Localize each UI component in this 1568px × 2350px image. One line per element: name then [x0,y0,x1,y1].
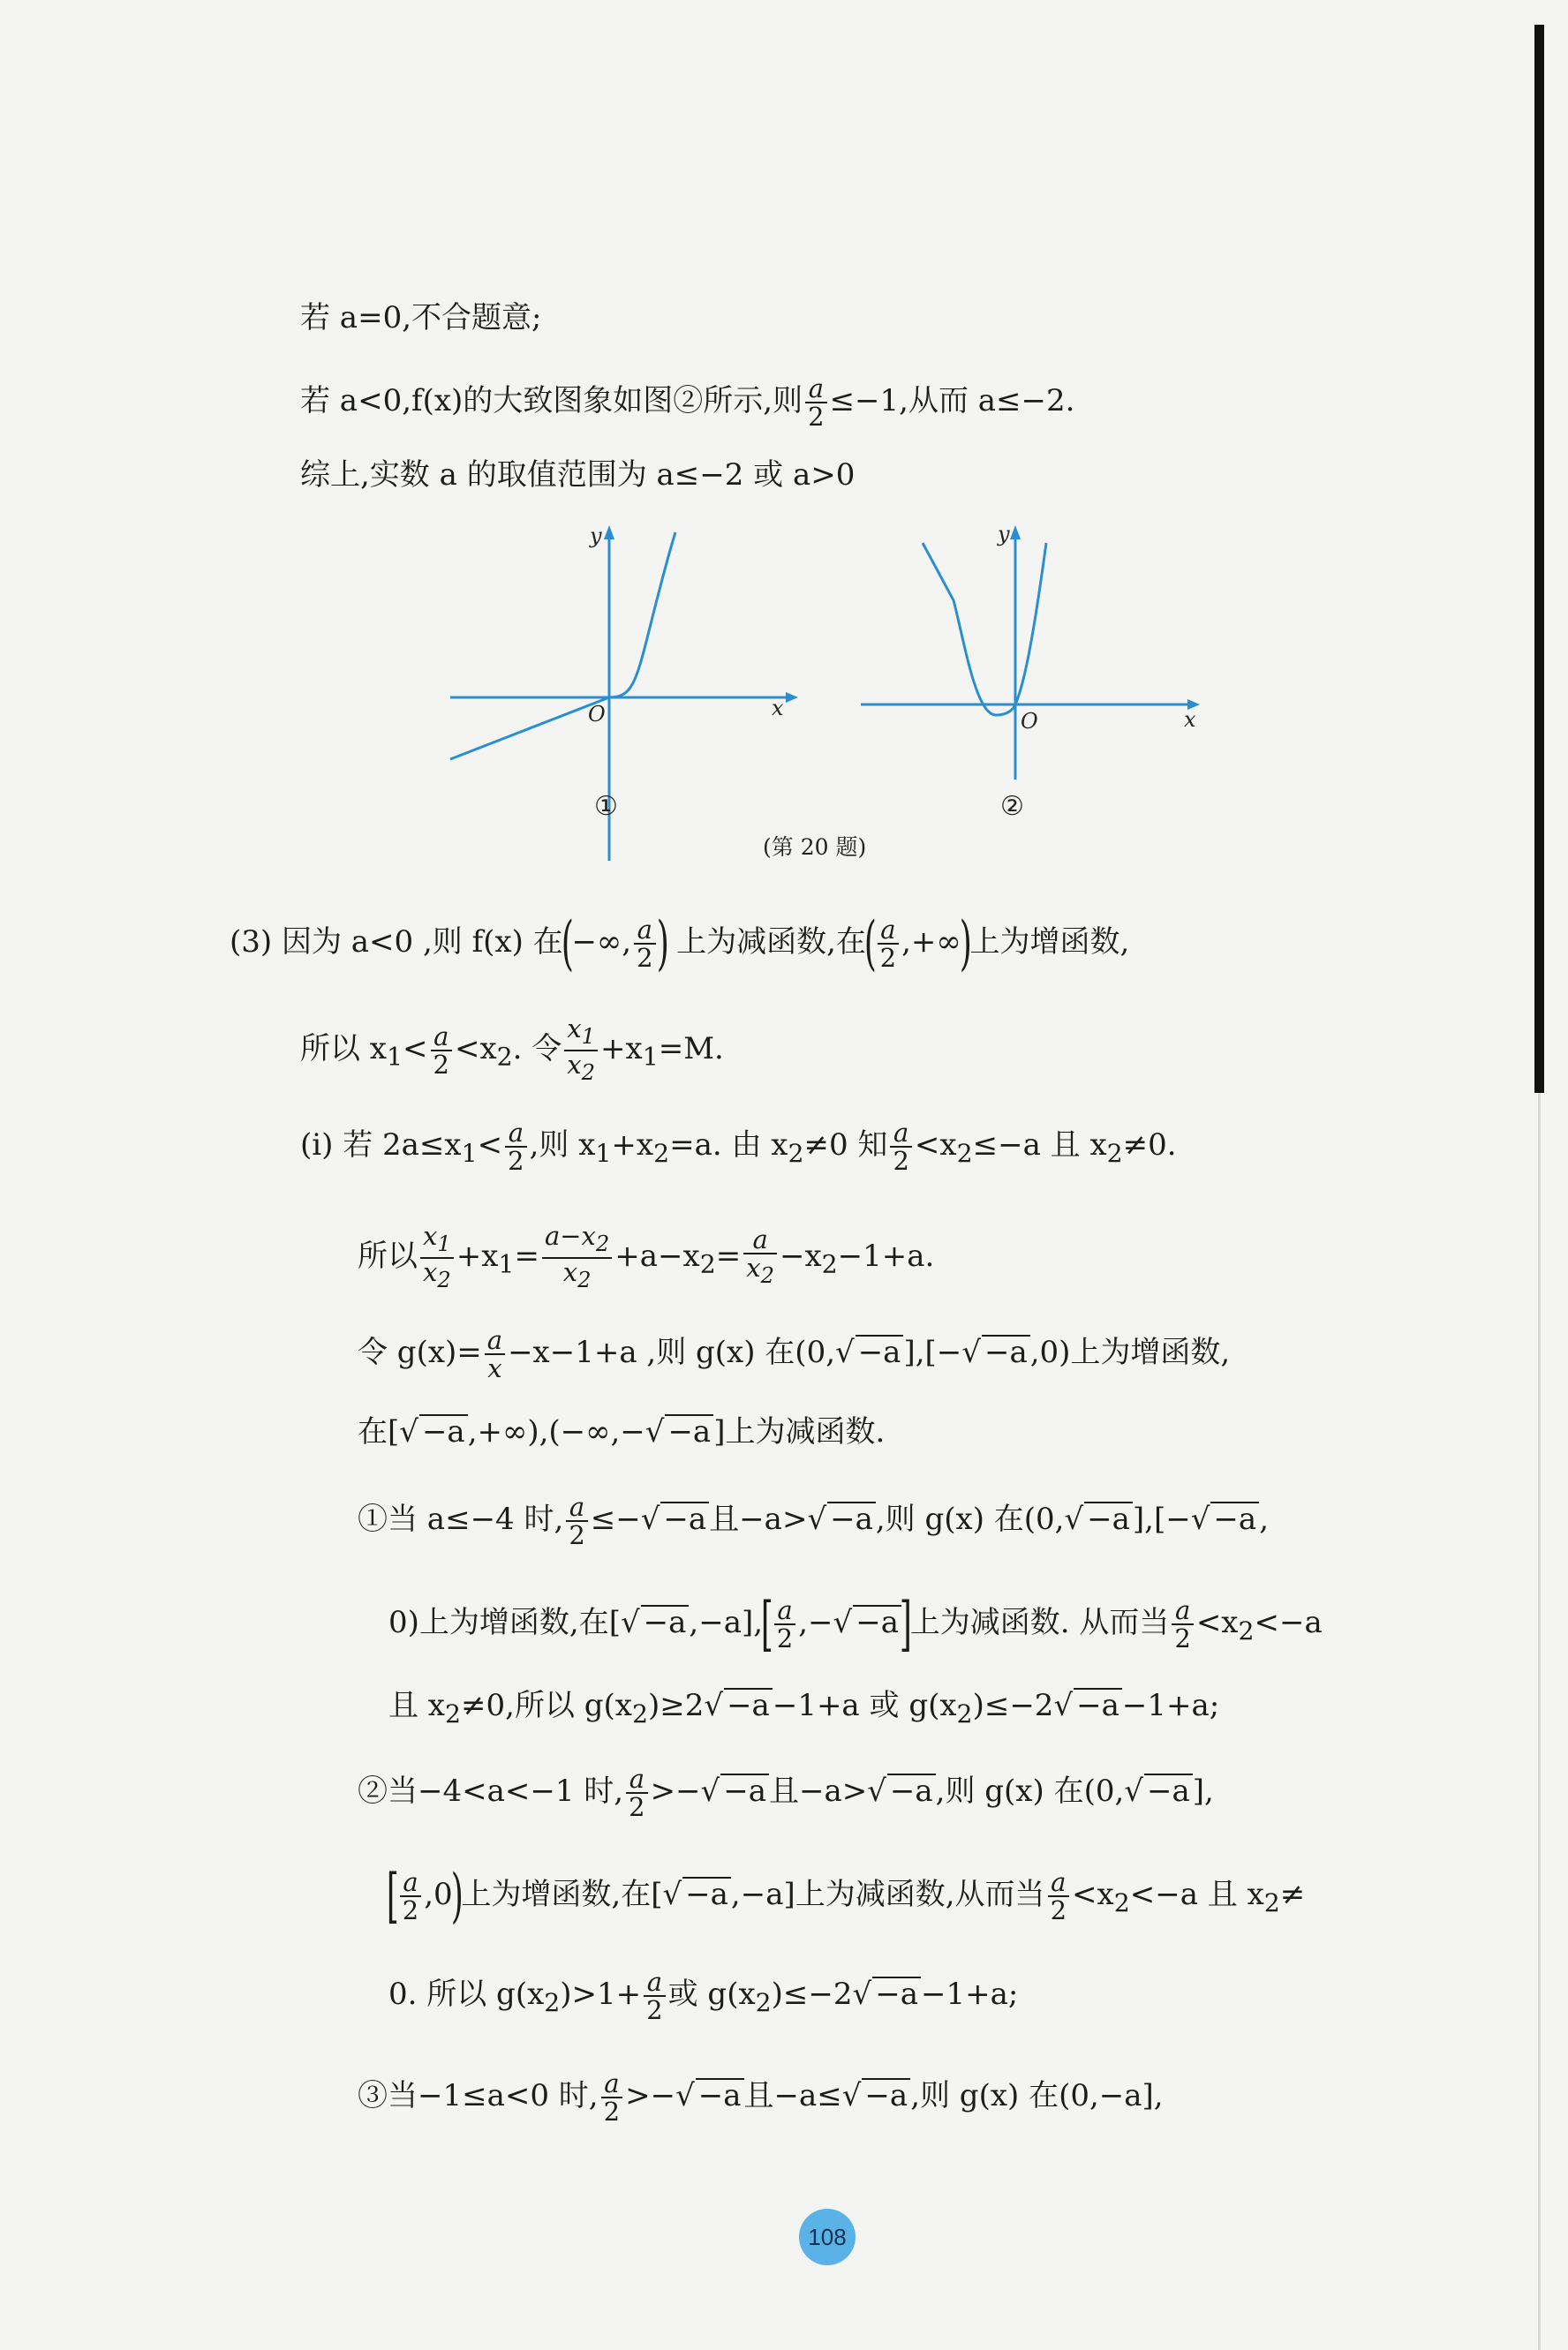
text-fragment: −a [1144,1774,1193,1807]
text-fragment: x [487,1353,502,1383]
text-fragment: −a [982,1335,1030,1368]
fraction [626,1766,647,1820]
text-fragment: <x [454,1030,497,1066]
text-fragment: 2 [760,1263,774,1289]
text-fragment: −a [827,1502,876,1535]
text-fragment: −1+a. [837,1238,935,1274]
text-fragment: ,0 [424,1877,453,1912]
text-fragment: 2 [1050,1895,1067,1925]
text-fragment: 2 [1106,1138,1123,1168]
text-fragment: )>1+ [560,1977,642,2012]
text-fragment: 2 [544,1987,561,2017]
text-fragment: −a [660,1502,709,1535]
fraction [890,1119,911,1174]
text-fragment: 1 [437,1231,451,1256]
fraction [485,1327,505,1382]
text-fragment: ≠0 知 [803,1127,888,1163]
fraction [564,1015,598,1086]
graph-2-number-label: ② [1000,791,1024,822]
text-line-13: ②当−4<a<−1 时, $\frac{a}{2}$ >−√ −a且−a>√ −a,则 g(x) 在(0,√ −a], [358,1764,1214,1822]
text-fragment: −a [853,1605,901,1638]
text-fragment: 2 [595,1231,610,1256]
text-fragment: ,则 g(x) 在(0, [935,1774,1125,1809]
text-line-8: 令 g(x)= $\frac{a}{x}$ −x−1+a ,则 g(x) 在(0,√ −a],[−√ −a,0)上为增函数, [358,1325,1231,1383]
text-fragment: 2 [699,1249,716,1279]
text-fragment: >− [625,2078,676,2113]
text-fragment: <x [1072,1877,1114,1912]
text-fragment: <x [914,1127,957,1163]
text-fragment: 2 [569,1520,585,1550]
fraction [420,1223,454,1293]
fraction [542,1223,612,1293]
text-fragment: [ [386,1862,399,1930]
text-fragment: . 令 [512,1030,562,1066]
text-fragment: 2 [603,2097,621,2127]
text-fragment: 2 [444,1698,462,1729]
text-fragment: < [403,1030,428,1066]
text-fragment: a [878,916,899,945]
text-fragment: 2 [956,1138,973,1168]
text-fragment: 若 a<0,f(x)的大致图象如图②所示,则 [300,383,803,418]
text-fragment: 0)上为增函数,在[ [388,1605,621,1640]
text-fragment: a [774,1597,795,1625]
text-fragment: ,− [798,1605,833,1640]
text-fragment: >− [650,1774,701,1809]
text-fragment: −a [682,1877,731,1910]
fraction [566,1494,587,1548]
text-fragment: −a [1084,1502,1133,1535]
math-part [564,1015,598,1051]
text-fragment: x [423,1256,438,1287]
text-fragment: 2 [808,402,825,432]
text-fragment: 所以 [358,1238,418,1274]
text-fragment: 2 [1113,1887,1130,1917]
text-fragment: a [743,1226,777,1254]
math-part [743,1254,777,1289]
text-fragment: )≥2 [648,1688,705,1723]
text-fragment: = [715,1238,742,1274]
text-fragment: ,则 g(x) 在(0,−a], [910,2078,1164,2113]
text-fragment: ,+∞),(−∞,− [467,1414,645,1450]
text-fragment: ) [656,909,669,977]
text-fragment: 所以 x [300,1030,387,1066]
text-fragment: ) [959,909,972,977]
text-fragment: 令 g(x)= [358,1335,482,1370]
text-fragment: 综上,实数 a 的取值范围为 a≤−2 或 a>0 [300,457,856,493]
text-fragment: 上为增函数, [969,924,1130,960]
text-fragment: a [431,1023,452,1051]
text-fragment: 2 [637,943,653,973]
text-fragment: 2 [821,1249,838,1279]
text-line-11: 0)上为增函数,在[√ −a,−a],[ $\frac{a}{2}$ ,−√ −a]上为减函数. 从而当 $\frac{a}{2}$ $<x_2<-a$ [388,1590,1323,1658]
text-fragment: ≤−a 且 x [972,1127,1107,1163]
text-fragment: ], [1192,1774,1214,1809]
text-fragment: a [566,1494,587,1522]
text-fragment: 1 [461,1138,478,1168]
text-line-10: ①当 a≤−4 时, $\frac{a}{2}$ ≤−√ −a且−a>√ −a,则 g(x) 在(0,√ −a],[−√ −a, [358,1492,1269,1550]
text-fragment: a [634,916,655,945]
text-fragment: 2 [402,1895,419,1925]
fraction [634,916,655,971]
text-fragment: 2 [433,1049,449,1080]
fraction [644,1969,665,2023]
text-fragment: 上为减函数. 从而当 [909,1605,1170,1640]
math-part [542,1256,612,1293]
graph-1-number-label: ① [594,791,618,822]
text-fragment: 1 [581,1023,596,1049]
text-line-4 [230,909,1130,977]
text-fragment: x [567,1013,582,1043]
text-fragment: −a [419,1414,468,1448]
graph-1-x-arrow [786,692,798,703]
text-line-1 [300,298,541,337]
text-fragment: 1 [386,1042,403,1072]
graph-1-y-arrow [604,525,614,539]
text-line-6 [300,1119,1177,1174]
text-fragment: −1+a; [1121,1688,1220,1723]
graph-1-y-label: y [590,523,602,548]
fraction [601,2070,622,2125]
text-fragment: ,−a]上为减函数,从而当 [730,1877,1045,1912]
text-fragment: ≠0. [1122,1127,1177,1163]
text-fragment: <−a 且 x [1129,1877,1264,1912]
text-fragment: ] [899,1590,912,1658]
text-fragment: ],[− [1132,1502,1191,1537]
text-fragment: +a−x [614,1238,700,1274]
text-fragment: a [805,375,826,403]
fraction [505,1119,526,1174]
fraction [1172,1597,1193,1652]
graph-2-origin-label: O [1021,709,1038,734]
fraction-a-over-2 [805,375,826,430]
text-fragment: a [505,1119,526,1148]
text-fragment: 1 [595,1138,612,1168]
text-fragment: (i) 若 2a≤x [300,1127,462,1163]
math-part [564,1051,598,1086]
text-line-7 [358,1223,934,1293]
text-fragment: 2 [956,1698,973,1729]
text-fragment: −a [1074,1688,1122,1721]
text-line-9: 在[√ −a,+∞),(−∞,−√ −a]上为减函数. [358,1414,886,1450]
text-fragment: 2 [879,943,897,973]
text-fragment: +x [600,1030,643,1066]
math-part [420,1223,454,1259]
scan-edge-line [1538,1093,1541,2350]
text-fragment: ]上为减函数. [713,1414,886,1450]
text-fragment: −a [862,2078,910,2112]
text-line-16: ③当−1≤a<0 时, $\frac{a}{2}$ >−√ −a且−a≤√ −a,则 g(x) 在(0,−a], [358,2068,1164,2127]
text-fragment: <−a [1254,1605,1323,1640]
text-fragment: 2 [893,1146,909,1176]
text-fragment: −x−1+a ,则 g(x) 在(0, [508,1335,836,1370]
text-fragment: 2 [496,1042,513,1072]
graph-2-x-label: x [1184,707,1196,732]
text-line-5 [300,1015,724,1086]
text-line-12: 且 $x_2\ne 0$,所以 $g(x_2)\ge 2√ -a-1+a$ 或 $g(x_2)\le-2√ -a-1+a$; [388,1688,1220,1729]
graph-1 [450,523,798,861]
graph-2-y-arrow [1010,525,1021,539]
page-number-badge: 108 [799,2209,856,2265]
graph-2-curve [923,543,1046,715]
fraction [743,1226,777,1289]
text-fragment: )≤−2 [771,1977,853,2012]
text-fragment: 2 [1238,1616,1255,1646]
text-fragment: 在[ [358,1414,400,1450]
text-fragment: ,则 x [529,1127,596,1163]
text-fragment: 2 [629,1792,645,1822]
text-fragment: 2 [1263,1887,1280,1917]
text-fragment: ,−a], [689,1605,764,1640]
text-line-14: [ $\frac{a}{2}$ ,0)上为增函数,在[√ −a,−a]上为减函数,从而当 $\frac{a}{2}$ $<x_2<-a$ 且 $x_2\ne$ [386,1862,1306,1930]
text-fragment: a [644,1969,665,1997]
text-fragment: ( [561,909,574,977]
text-fragment: 2 [788,1138,804,1168]
text-fragment: 上为增函数,在[ [461,1877,663,1912]
text-fragment: a [1172,1597,1193,1625]
text-fragment: 且 x [388,1688,445,1723]
text-fragment: )≤−2 [972,1688,1054,1723]
function-graph-figure [424,516,1218,878]
text-fragment: ≠0,所以 g(x [461,1688,632,1723]
text-fragment: −a [856,1335,904,1368]
text-fragment: x [746,1253,761,1284]
fraction [431,1023,452,1078]
math-part [420,1256,454,1293]
text-fragment: 2 [631,1698,648,1729]
text-fragment: a [400,1869,421,1897]
text-fragment: , [1259,1502,1269,1537]
text-fragment: ) [450,1862,464,1930]
text-fragment: =M. [658,1030,724,1066]
text-fragment: [ [760,1590,774,1658]
text-fragment: 2 [1174,1623,1191,1653]
text-fragment: −x [779,1238,822,1274]
text-fragment: a [890,1119,911,1148]
text-fragment: ②当−4<a<−1 时, [358,1774,624,1809]
figure-caption: (第 20 题) [763,834,867,860]
text-fragment: < [477,1127,503,1163]
text-fragment: ( [863,909,877,977]
text-fragment: ],[− [903,1335,962,1370]
text-fragment: −a [887,1774,936,1807]
text-fragment: 2 [653,1138,670,1168]
scan-edge-bar [1534,25,1544,1093]
text-fragment: ,0)上为增函数, [1029,1335,1231,1370]
text-fragment: x [423,1221,438,1251]
text-fragment: 且−a≤ [743,2078,842,2113]
text-line-15: 0. 所以 $g(x_2)>1+$ $\frac{a}{2}$ 或 $g(x_2)\le-2√ -a-1+a$; [388,1967,1019,2025]
text-fragment: ,+∞ [901,924,961,960]
text-fragment: ③当−1≤a<0 时, [358,2078,599,2113]
text-fragment: 2 [437,1267,451,1292]
text-fragment: 2 [646,1995,663,2025]
graph-1-curve [450,532,675,759]
text-fragment: a [626,1766,647,1794]
text-fragment: ≤−1,从而 a≤−2. [829,383,1075,418]
text-fragment: x [562,1256,578,1287]
fraction [1048,1869,1069,1924]
fraction [774,1597,795,1652]
text-fragment: (3) 因为 a<0 ,则 f(x) 在 [230,924,563,960]
text-fragment: 2 [577,1267,592,1292]
text-fragment: ≤− [590,1502,641,1537]
text-line-3 [300,456,855,494]
text-fragment: 且−a> [709,1502,808,1537]
text-fragment: ,则 g(x) 在(0, [875,1502,1065,1537]
text-fragment: <x [1195,1605,1239,1640]
text-fragment: −1+a; [920,1977,1019,2012]
text-fragment: 0. 所以 g(x [388,1977,545,2012]
graph-1-origin-label: O [588,702,606,727]
text-fragment: −a [1210,1502,1259,1535]
text-line-2 [300,375,1074,430]
graph-1-x-label: x [772,696,784,720]
text-fragment: =a. 由 x [669,1127,788,1163]
text-fragment: 且−a> [768,1774,868,1809]
text-fragment: −a [724,1688,773,1721]
text-fragment: 2 [776,1623,794,1653]
text-fragment: 2 [581,1059,596,1085]
text-fragment: a [485,1327,505,1355]
text-fragment: −a [696,2078,744,2112]
fraction [878,916,899,971]
graph-2-y-label: y [998,522,1010,546]
text-fragment: −a [665,1414,713,1448]
text-fragment: 上为减函数,在 [676,924,866,960]
text-fragment: 2 [508,1146,524,1176]
text-fragment: x [567,1049,582,1080]
text-fragment: −a [872,1977,921,2010]
math-part [542,1223,612,1259]
text-fragment: −1+a 或 g(x [772,1688,957,1723]
text-fragment: −∞, [571,924,632,960]
fraction [400,1869,421,1924]
text-fragment: = [514,1238,539,1274]
text-fragment: 若 a=0,不合题意; [300,300,542,335]
text-fragment: a [1048,1869,1069,1897]
text-fragment: 1 [498,1249,515,1279]
text-fragment: 1 [642,1042,659,1072]
text-fragment: a [601,2070,622,2098]
text-fragment: 或 g(x [667,1977,756,2012]
text-fragment: +x [456,1238,499,1274]
text-fragment: ≠ [1279,1877,1306,1912]
text-fragment: −a [720,1774,769,1807]
text-fragment: ①当 a≤−4 时, [358,1502,564,1537]
text-fragment: a−x [544,1221,596,1251]
text-fragment: −a [641,1605,690,1638]
text-fragment: 2 [755,1987,772,2017]
text-fragment: +x [611,1127,654,1163]
graph-2 [861,522,1200,780]
